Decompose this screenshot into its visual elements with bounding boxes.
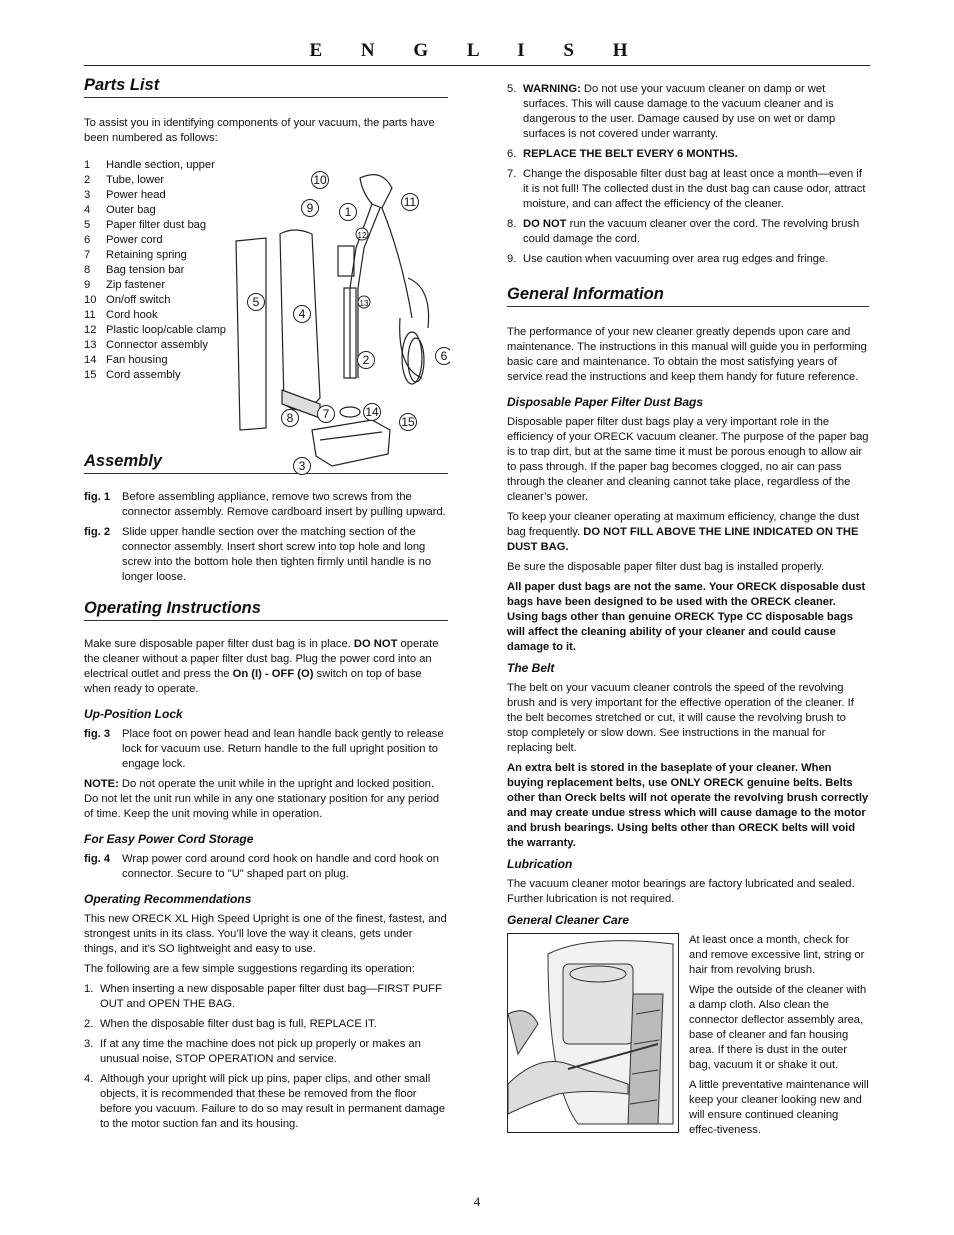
paper-bag-shape [236,238,266,430]
item-number: 1. [84,983,94,995]
item-number: 6. [507,148,517,160]
para-bold: DO NOT FILL ABOVE THE LINE INDICATED ON THE DUST BAG. [507,526,859,553]
power-head-detail [320,432,382,440]
fan-housing-shape [340,407,360,417]
warnings-list [507,82,869,267]
fig-text: Place foot on power head and lean handle back gently to release lock for vacuum use. Return handle to the full upright position to engage lock. [122,728,444,770]
assembly-fig-2 [84,525,448,585]
list-item [84,982,448,1012]
part-label: Power head [106,189,166,201]
header-rule [84,65,870,66]
parts-list-intro: To assist you in identifying components of your vacuum, the parts have been numbered as follows: [84,117,435,144]
item-text: Change the disposable filter dust bag at least once a month—even if it is not full! The collected dust in the dust bag can cause odor, attract moisture, and can affect the efficiency of the cleaner. [523,168,866,210]
cleaner-care-text [689,933,869,1143]
part-number: 11 [84,309,96,321]
item-body: run the vacuum cleaner over the cord. The revolving brush could damage the cord. [523,218,860,245]
part-number: 8 [84,264,91,276]
item-number: 9. [507,253,517,265]
fig-text: Before assembling appliance, remove two screws from the connector assembly. Remove cardboard insert by pulling upward. [122,491,446,518]
callout-11 [402,194,419,211]
vacuum-parts-diagram [232,168,450,478]
cleaner-care-title: General Cleaner Care [507,913,630,927]
callout-number: 9 [306,201,314,215]
para-text: To keep your cleaner operating at maximum efficiency, change the dust bag frequently. [507,511,860,538]
brush-shape [628,994,663,1124]
callout-13 [358,296,370,308]
item-bold: DO NOT [523,218,567,230]
callout-number: 10 [313,173,327,187]
care-p3: A little preventative maintenance will keep your cleaner looking new and will ensure continued cleaning effec-tiveness. [689,1079,869,1136]
callout-3 [294,458,311,475]
parts-list-title: Parts List [84,78,448,98]
part-number: 6 [84,234,91,246]
callout-number: 8 [286,411,294,425]
list-item [84,1017,448,1032]
recommendations-list [84,982,448,1132]
lubrication-p: The vacuum cleaner motor bearings are factory lubricated and sealed. Further lubrication is not required. [507,878,855,905]
part-label: Zip fastener [106,279,166,291]
fig-text: Slide upper handle section over the matching section of the connector assembly. Insert short screw into top hole and long screw into the bottom hole then tighten firmly until handle is no longer loose. [122,526,432,583]
handle-shape [360,175,392,208]
up-position-lock-title: Up-Position Lock [84,707,183,721]
part-number: 1 [84,159,91,171]
dust-bags-p3: Be sure the disposable paper filter dust bag is installed properly. [507,561,824,573]
item-text: Use caution when vacuuming over area rug edges and fringe. [523,253,829,265]
general-intro: The performance of your new cleaner greatly depends upon care and maintenance. The instructions in this manual will guide you in performing basic care and maintenance. To obtain the most satisfying years of service read the instructions and keep them handy for future reference. [507,326,867,383]
care-p1: At least once a month, check for and remove excessive lint, string or hair from revolving brush. [689,934,865,976]
part-number: 3 [84,189,91,201]
callout-10 [312,172,329,189]
callout-number: 11 [403,195,417,209]
part-label: On/off switch [106,294,171,306]
list-item [84,1037,448,1067]
callout-7 [318,406,335,423]
callout-number: 7 [322,407,330,421]
part-number: 10 [84,294,97,306]
item-bold: WARNING: [523,83,581,95]
part-number: 13 [84,339,97,351]
fig-3 [84,727,448,772]
fig-label: fig. 1 [84,491,111,503]
note-text: Do not operate the unit while in the upright and locked position. Do not let the unit run while in any one stationary position for any period of time. Keep the unit moving while in operation. [84,778,440,820]
operating-intro [84,637,448,697]
dust-bags-p4: All paper dust bags are not the same. Your ORECK disposable dust bags have been designed to be used with the ORECK cleaner. Using bags other than genuine ORECK Type CC disposable bags will affect the cleaning ability of your cleaner and could cause damage to it. [507,581,866,653]
callout-12 [356,228,368,240]
cord-storage-title: For Easy Power Cord Storage [84,832,254,846]
part-label: Handle section, upper [106,159,215,171]
belt-p1: The belt on your vacuum cleaner controls the speed of the revolving brush and is very important for the effective operation of the cleaner. If the belt becomes stretched or cut, it will cause the revolving brush to stop completely or slow down. See instructions in the manual for replacing belt. [507,682,854,754]
part-label: Paper filter dust bag [106,219,207,231]
note-label: NOTE: [84,778,119,790]
fig-label: fig. 2 [84,526,111,538]
belt-p2: An extra belt is stored in the baseplate of your cleaner. When buying replacement belts, use ONLY ORECK genuine belts. Belts other than Oreck belts will not operate the revolving brush correctly and may create undue stress which will cause damage to the motor and brush bearings. Using belts other than ORECK belts will void the warranty. [507,762,869,849]
part-number: 5 [84,219,91,231]
page-header: E N G L I S H [309,40,645,61]
part-label: Tube, lower [106,174,165,186]
item-text: When inserting a new disposable paper filter dust bag—FIRST PUFF OUT and OPEN THE BAG. [100,983,442,1010]
page-number: 4 [473,1194,481,1209]
list-item [84,1072,448,1132]
plate-shape [563,964,633,1044]
recommendations-intro: This new ORECK XL High Speed Upright is one of the finest, fastest, and strongest units in its class. You’ll love the way it cleans, gets under things, and it’s SO lightweight and easy to use. [84,913,447,955]
part-number: 7 [84,249,91,261]
intro-text: switch on top of base when ready to operate. [84,668,422,695]
dust-bags-p1: Disposable paper filter dust bags play a very important role in the efficiency of your ORECK vacuum cleaner. The purpose of the paper bag is to trap dirt, but at the same time it must be porous enough to allow air to pass through. If the paper bag becomes clogged, no air can pass through the cleaner and cleaning cannot take place, regardless of the cleaner’s power. [507,416,869,503]
callout-number: 4 [298,307,306,321]
callout-number: 6 [440,349,448,363]
part-label: Fan housing [106,354,168,366]
list-item [507,82,869,142]
cleaner-care-block [507,933,869,1143]
list-item [507,252,869,267]
connector-shape [338,246,354,276]
item-text: REPLACE THE BELT EVERY 6 MONTHS. [523,148,738,160]
recommendations-title: Operating Recommendations [84,892,252,906]
note [84,777,448,822]
part-number: 4 [84,204,91,216]
item-number: 8. [507,218,517,230]
item-text [523,217,869,247]
item-number: 4. [84,1073,94,1085]
list-item [507,147,869,162]
item-text [523,82,869,142]
care-p2: Wipe the outside of the cleaner with a damp cloth. Also clean the connector deflector assembly area, base of cleaner and fan housing area. If there is dust in the outer bag, vacuum it or shake it out. [689,984,867,1071]
fig-4 [84,852,448,882]
callout-number: 12 [357,231,367,240]
intro-text: operate the cleaner without a paper filter dust bag. Plug the power cord into an electrical outlet and press the [84,638,439,680]
item-number: 2. [84,1018,94,1030]
callout-number: 15 [401,415,415,429]
recommendations-intro-2: The following are a few simple suggestions regarding its operation: [84,963,415,975]
item-body: Do not use your vacuum cleaner on damp or wet surfaces. This will cause damage to the vacuum cleaner and is dangerous to the user. Damage caused by use on wet or damp surfaces is not covered under warranty. [523,83,836,140]
callout-8 [282,410,299,427]
callout-9 [302,200,319,217]
callout-number: 5 [252,295,260,309]
item-number: 5. [507,83,517,95]
part-number: 15 [84,369,97,381]
part-label: Retaining spring [106,249,187,261]
intro-bold: DO NOT [353,638,398,650]
callout-5 [248,294,265,311]
assembly-fig-1 [84,490,448,520]
callout-number: 1 [344,205,352,219]
callout-14 [364,404,381,421]
part-label: Bag tension bar [106,264,185,276]
brush-cleaning-illustration [507,933,679,1133]
right-column [507,82,869,1143]
fig-label: fig. 4 [84,853,111,865]
item-number: 3. [84,1038,94,1050]
intro-bold: On (I) - OFF (O) [232,668,314,680]
list-item [507,217,869,247]
callout-number: 3 [298,459,306,473]
part-label: Cord assembly [106,369,181,381]
callout-1 [340,204,357,221]
power-head-shape [312,420,390,466]
item-text: When the disposable filter dust bag is full, REPLACE IT. [100,1018,377,1030]
callout-number: 13 [359,299,369,308]
part-label: Power cord [106,234,163,246]
part-number: 9 [84,279,91,291]
part-label: Outer bag [106,204,156,216]
list-item [507,167,869,212]
callout-number: 14 [365,405,379,419]
item-text: Although your upright will pick up pins, paper clips, and other small objects, it is recommended that these be removed from the floor before you vacuum. Failure to do so may result in permanent damage to the motor suction fan and its housing. [100,1073,446,1130]
part-label: Connector assembly [106,339,208,351]
item-number: 7. [507,168,517,180]
assembly-title: Assembly [84,454,448,474]
part-number: 2 [84,174,91,186]
item-text: If at any time the machine does not pick up properly or makes an unusual noise, STOP OPERATION and service. [100,1038,421,1065]
lubrication-title: Lubrication [507,857,573,871]
operating-title: Operating Instructions [84,601,448,621]
fig-text: Wrap power cord around cord hook on handle and cord hook on connector. Secure to "U" shaped part on plug. [122,853,439,880]
intro-text: Make sure disposable paper filter dust bag is in place. [84,638,354,650]
part-label: Plastic loop/cable clamp [106,324,227,336]
callout-2 [358,352,375,369]
fig-label: fig. 3 [84,728,111,740]
callout-4 [294,306,311,323]
callout-6 [436,348,451,365]
part-label: Cord hook [106,309,158,321]
general-info-title: General Information [507,287,869,307]
dust-bags-p2 [507,510,869,555]
part-number: 12 [84,324,97,336]
dust-bags-title: Disposable Paper Filter Dust Bags [507,395,704,409]
belt-title: The Belt [507,661,555,675]
part-number: 14 [84,354,97,366]
callout-number: 2 [362,353,370,367]
callout-15 [400,414,417,431]
